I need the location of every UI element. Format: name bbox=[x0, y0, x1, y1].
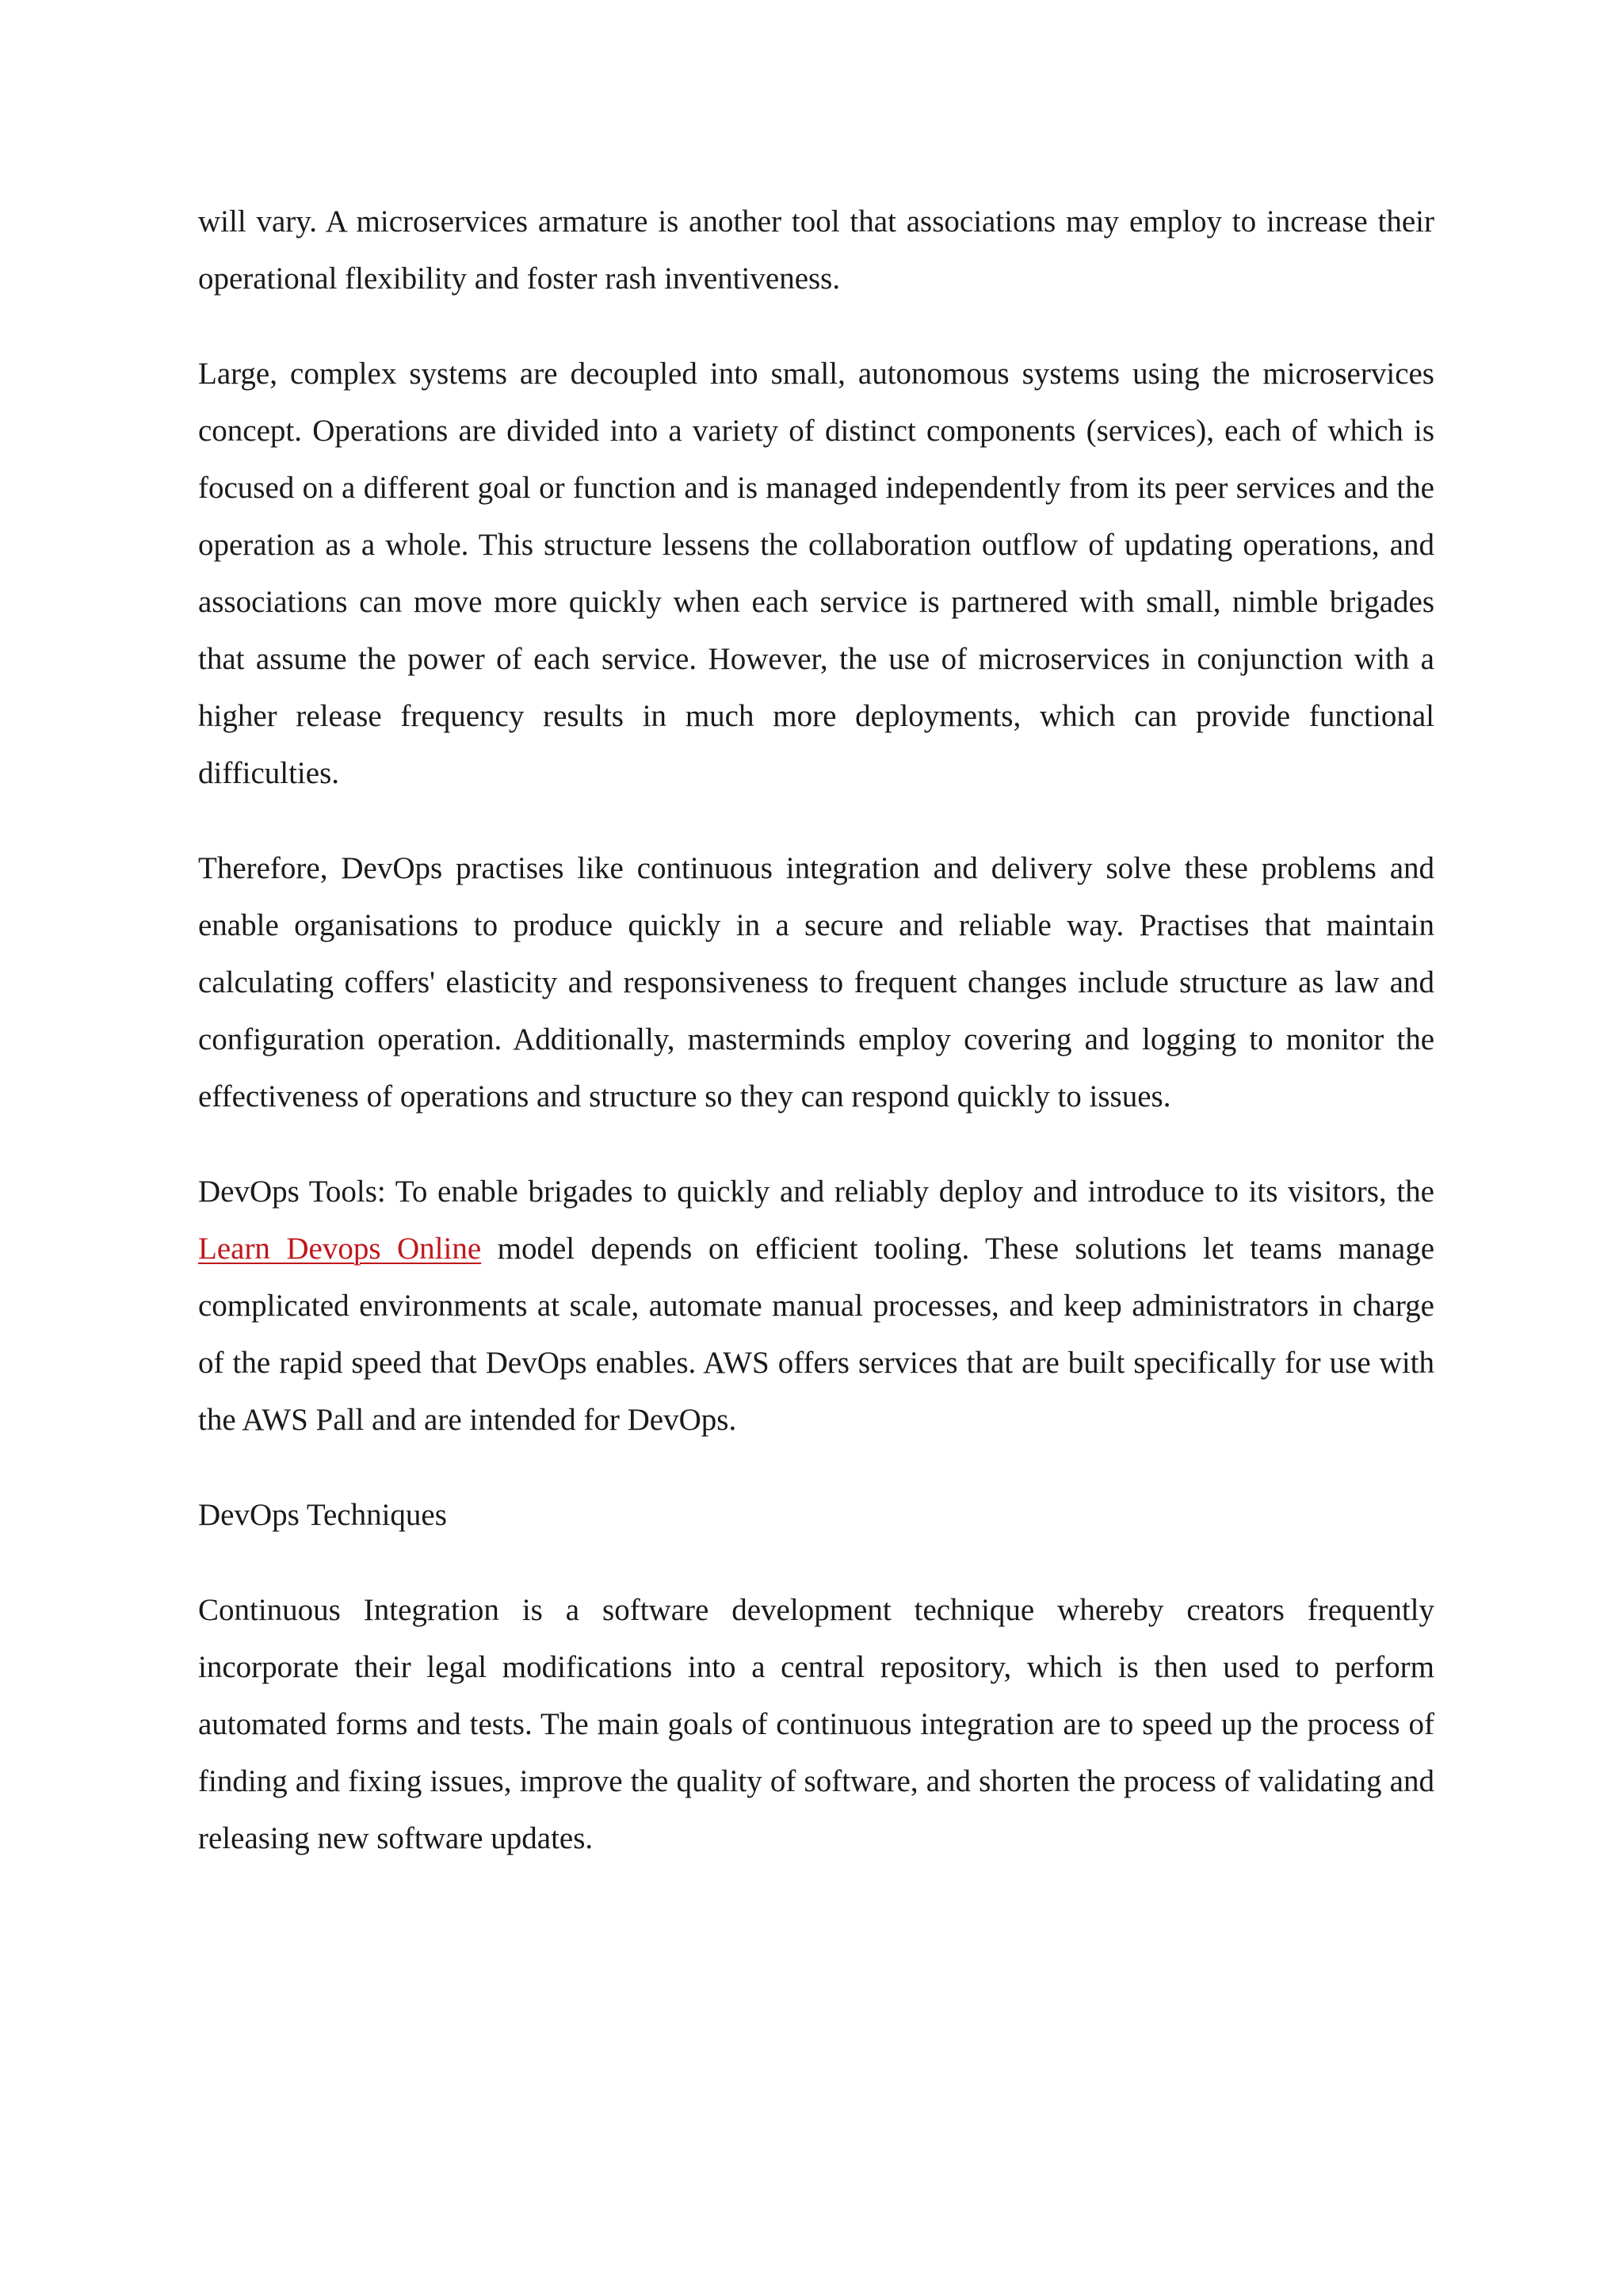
section-heading-devops-techniques: DevOps Techniques bbox=[198, 1498, 447, 1532]
devops-tools-text-after: model depends on efficient tooling. These solutions let teams manage complicated environments at scale, automate manual processes, and keep administrators in charge of the rapid speed that DevOps enables. AWS offers services that are built specifically for use with the AWS Pall and are intended for DevOps. bbox=[198, 1232, 1434, 1437]
paragraph-devops-tools bbox=[198, 1163, 1434, 1449]
devops-tools-text-before: DevOps Tools: To enable brigades to quickly and reliably deploy and introduce to its visitors, the bbox=[198, 1175, 1434, 1209]
paragraph-microservices-concept: Large, complex systems are decoupled into small, autonomous systems using the microservices concept. Operations are divided into a variety of distinct components (services), each of which is focused on a different goal or function and is managed independently from its peer services and the operation as a whole. This structure lessens the collaboration outflow of updating operations, and associations can move more quickly when each service is partnered with small, nimble brigades that assume the power of each service. However, the use of microservices in conjunction with a higher release frequency results in much more deployments, which can provide functional difficulties. bbox=[198, 357, 1434, 790]
document-body bbox=[198, 193, 1434, 1905]
paragraph-devops-practises: Therefore, DevOps practises like continuous integration and delivery solve these problems and enable organisations to produce quickly in a secure and reliable way. Practises that maintain calculating coffers' elasticity and responsiveness to frequent changes include structure as law and configuration operation. Additionally, masterminds employ covering and logging to monitor the effectiveness of operations and structure so they can respond quickly to issues. bbox=[198, 851, 1434, 1114]
paragraph-continuous-integration: Continuous Integration is a software development technique whereby creators frequently incorporate their legal modifications into a central repository, which is then used to perform automated forms and tests. The main goals of continuous integration are to speed up the process of finding and fixing issues, improve the quality of software, and shorten the process of validating and releasing new software updates. bbox=[198, 1593, 1434, 1855]
paragraph-microservices-intro: will vary. A microservices armature is another tool that associations may employ to increase their operational flexibility and foster rash inventiveness. bbox=[198, 204, 1434, 296]
learn-devops-online-link[interactable]: Learn Devops Online bbox=[198, 1232, 482, 1266]
